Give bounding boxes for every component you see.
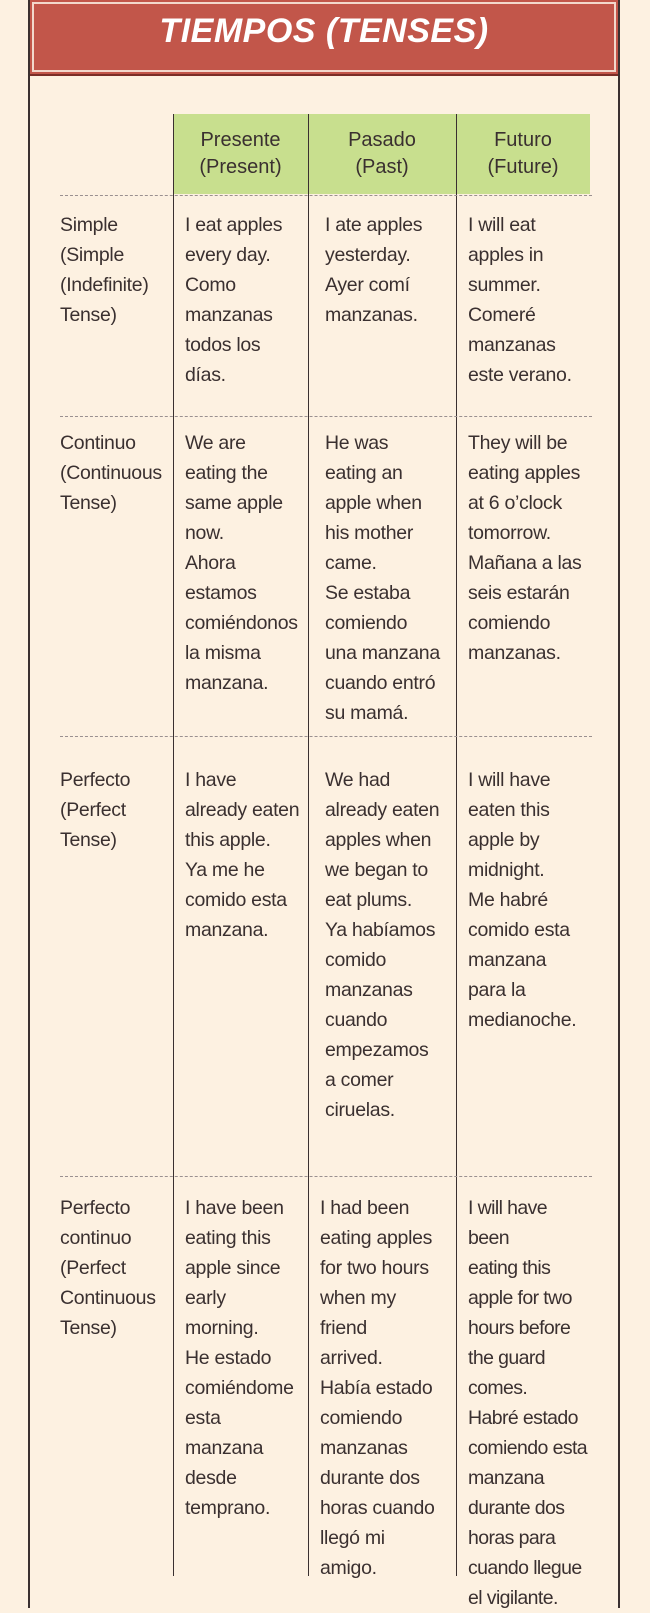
row-divider: [60, 1176, 592, 1177]
column-header-past-es: Pasado: [348, 129, 416, 151]
table-cell: [468, 428, 590, 668]
cell-perfecto-continuo-present: I have been eating this apple since early morning. He estado comiéndome esta manzana desde temprano.: [185, 1197, 294, 1519]
row-divider: [60, 736, 592, 737]
table-cell: [320, 1193, 455, 1583]
table-cell: [185, 210, 307, 390]
table-cell: [468, 1193, 592, 1613]
table-cell: [185, 765, 307, 945]
page-title: TIEMPOS (TENSES): [159, 12, 489, 50]
column-header-past-en: (Past): [355, 156, 409, 178]
cell-perfecto-continuo-future: I will have been eating this apple for two hours before the guard comes. Habré estado comiendo esta manzana durante dos horas para cuando llegue el vigilante.: [468, 1197, 588, 1609]
column-divider: [456, 114, 457, 1576]
table-cell: [185, 428, 307, 698]
table-row-label: [60, 1193, 172, 1343]
row-label-simple: Simple (Simple (Indefinite) Tense): [60, 214, 149, 326]
table-cell: [468, 765, 590, 1035]
cell-continuo-future: They will be eating apples at 6 o’clock tomorrow. Mañana a las seis estarán comiendo manzanas.: [468, 432, 582, 664]
table-row-label: [60, 428, 172, 518]
title-banner: [30, 0, 618, 76]
row-label-continuo: Continuo (Continuous Tense): [60, 432, 162, 514]
column-divider: [308, 114, 309, 1576]
table-cell: [325, 428, 455, 728]
row-label-perfecto: Perfecto (Perfect Tense): [60, 769, 131, 851]
column-header-past: [308, 114, 456, 194]
cell-simple-present: I eat apples every day. Como manzanas todos los días.: [185, 214, 283, 386]
cell-perfecto-past: We had already eaten apples when we began to eat plums. Ya habíamos comido manzanas cuando empezamos a comer ciruelas.: [325, 769, 440, 1121]
cell-simple-future: I will eat apples in summer. Comeré manzanas este verano.: [468, 214, 572, 386]
column-header-present-en: (Present): [199, 156, 282, 178]
cell-perfecto-present: I have already eaten this apple. Ya me he comido esta manzana.: [185, 769, 300, 941]
cell-simple-past: I ate apples yesterday. Ayer comí manzanas.: [325, 214, 423, 326]
column-header-present: [173, 114, 308, 194]
table-cell: [468, 210, 590, 390]
column-header-present-es: Presente: [200, 129, 281, 151]
row-divider: [60, 195, 592, 196]
table-cell: [325, 210, 455, 330]
cell-perfecto-continuo-past: I had been eating apples for two hours when my friend arrived. Había estado comiendo manzanas durante dos horas cuando llegó mi amigo.: [320, 1197, 435, 1579]
cell-continuo-present: We are eating the same apple now. Ahora estamos comiéndonos la misma manzana.: [185, 432, 298, 694]
column-header-future-es: Futuro: [494, 129, 552, 151]
cell-continuo-past: He was eating an apple when his mother came. Se estaba comiendo una manzana cuando entró su mamá.: [325, 432, 440, 724]
column-header-future-en: (Future): [487, 156, 559, 178]
row-divider: [60, 416, 592, 417]
column-header-future: [456, 114, 590, 194]
table-row-label: [60, 210, 170, 330]
cell-perfecto-future: I will have eaten this apple by midnight. Me habré comido esta manzana para la medianoche.: [468, 769, 577, 1031]
table-row-label: [60, 765, 170, 855]
table-cell: [185, 1193, 307, 1523]
table-cell: [325, 765, 455, 1125]
row-label-perfecto-continuo: Perfecto continuo (Perfect Continuous Tense): [60, 1197, 156, 1339]
column-divider: [173, 114, 174, 1576]
